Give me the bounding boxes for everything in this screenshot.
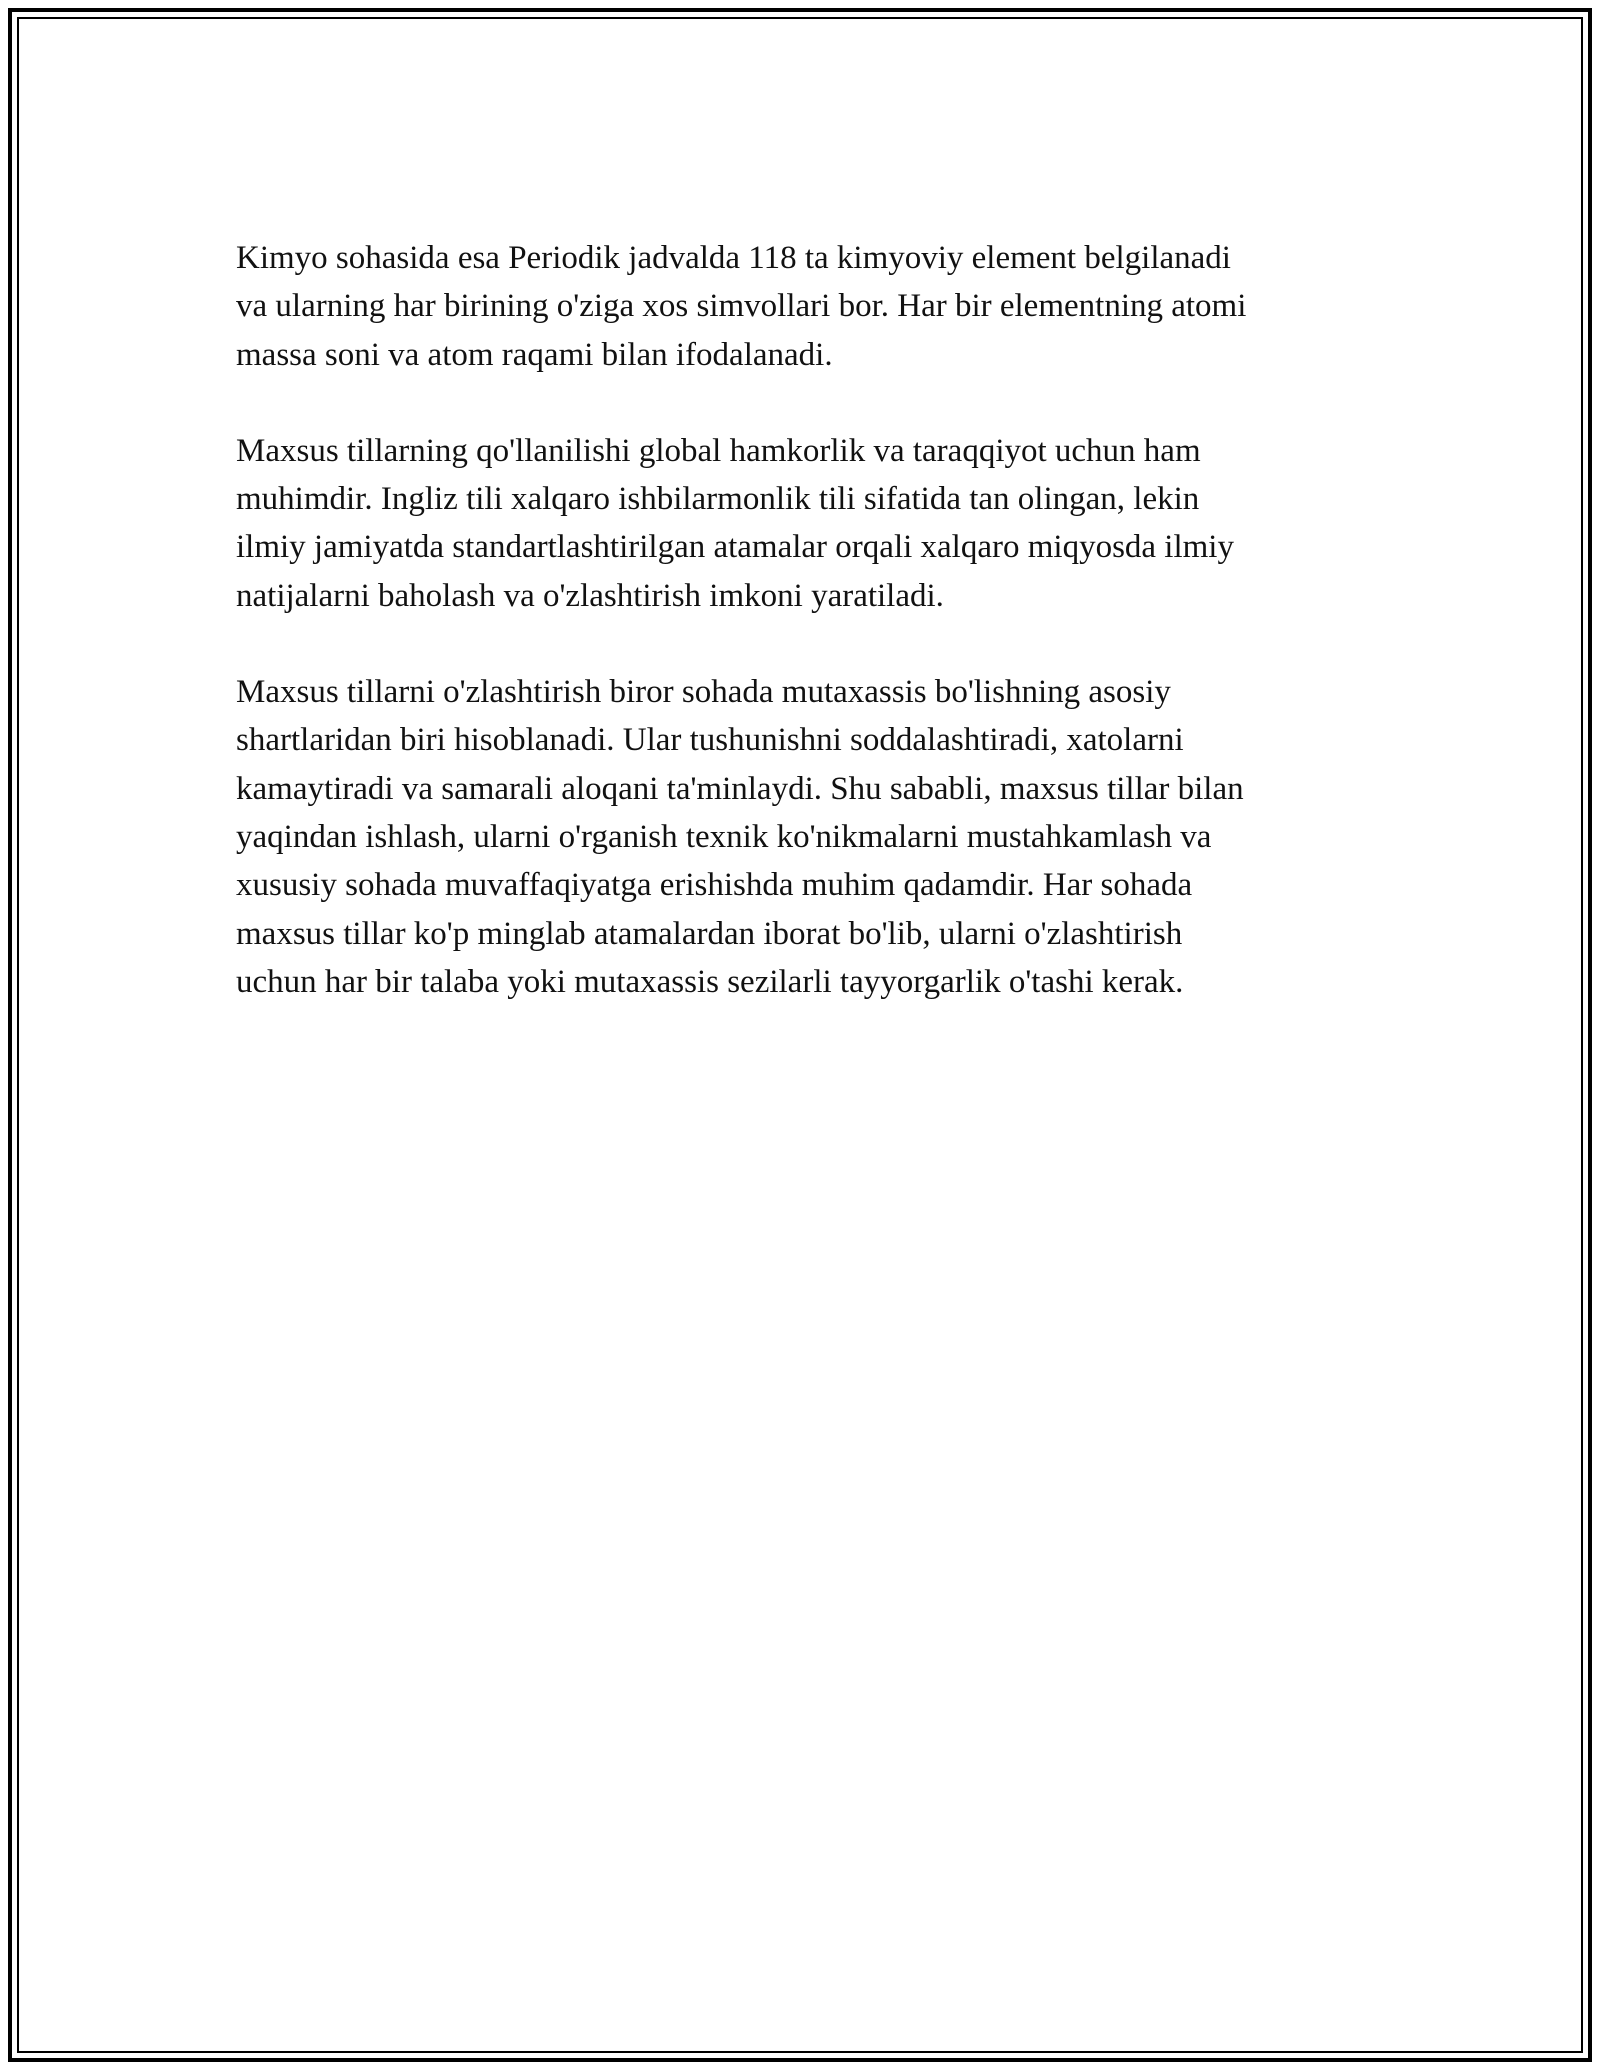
text-line: xususiy sohada muvaffaqiyatga erishishda muhim qadamdir. Har sohada bbox=[236, 867, 1193, 904]
text-line: yaqindan ishlash, ularni o'rganish texnik ko'nikmalarni mustahkamlash va bbox=[236, 818, 1212, 855]
text-line: uchun har bir talaba yoki mutaxassis sezilarli tayyorgarlik o'tashi kerak. bbox=[236, 963, 1184, 1000]
text-line: massa soni va atom raqami bilan ifodalanadi. bbox=[236, 336, 833, 373]
text-line: shartlaridan biri hisoblanadi. Ular tushunishni soddalashtiradi, xatolarni bbox=[236, 722, 1184, 759]
text-line: va ularning har birining o'ziga xos simvollari bor. Har bir elementning atomi bbox=[236, 288, 1247, 325]
text-line: Kimyo sohasida esa Periodik jadvalda 118 ta kimyoviy element belgilanadi bbox=[236, 240, 1231, 276]
text-line: muhimdir. Ingliz tili xalqaro ishbilarmonlik tili sifatida tan olingan, lekin bbox=[236, 481, 1200, 518]
text-line: kamaytiradi va samarali aloqani ta'minlaydi. Shu sababli, maxsus tillar bilan bbox=[236, 770, 1244, 807]
paragraph-1 bbox=[236, 234, 1396, 379]
text-line: Maxsus tillarning qo'llanilishi global hamkorlik va taraqqiyot uchun ham bbox=[236, 432, 1201, 469]
text-line: natijalarni baholash va o'zlashtirish imkoni yaratiladi. bbox=[236, 577, 944, 614]
paragraph-3 bbox=[236, 668, 1396, 1006]
text-line: ilmiy jamiyatda standartlashtirilgan atamalar orqali xalqaro miqyosda ilmiy bbox=[236, 529, 1234, 566]
text-line: maxsus tillar ko'p minglab atamalardan iborat bo'lib, ularni o'zlashtirish bbox=[236, 915, 1183, 952]
document-body bbox=[236, 234, 1396, 1054]
text-line: Maxsus tillarni o'zlashtirish biror sohada mutaxassis bo'lishning asosiy bbox=[236, 674, 1171, 711]
paragraph-2 bbox=[236, 427, 1396, 620]
